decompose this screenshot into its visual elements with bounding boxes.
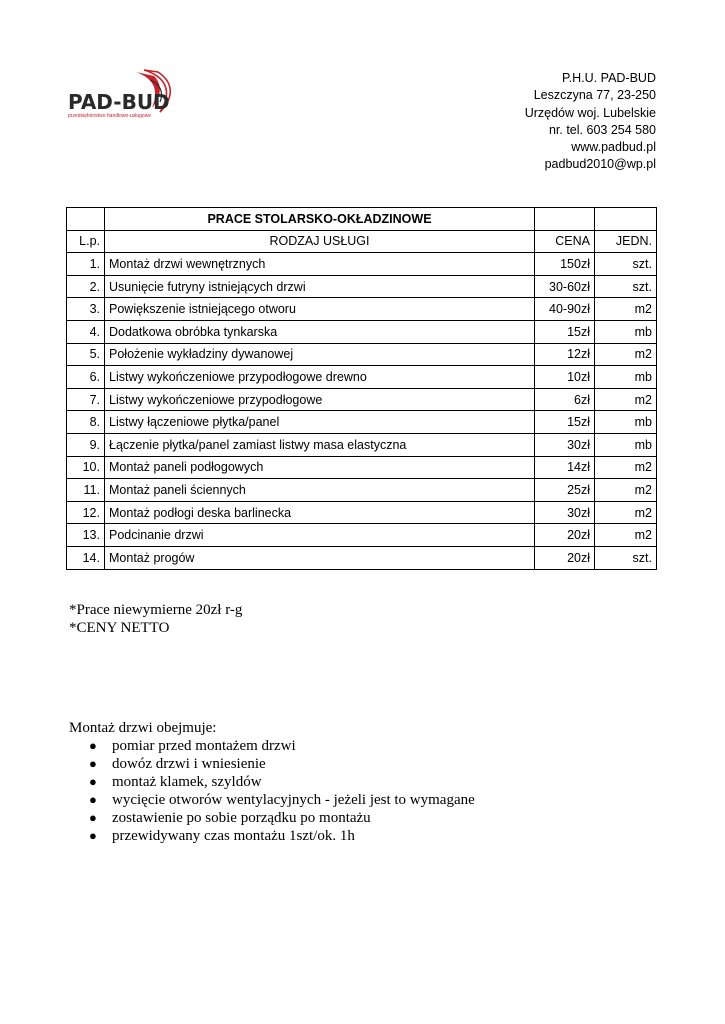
row-service: Usunięcie futryny istniejących drzwi: [105, 275, 535, 298]
row-unit: szt.: [595, 546, 657, 569]
bullet-icon: ●: [89, 828, 97, 843]
row-lp: 14.: [67, 546, 105, 569]
logo-name: PAD-BUD: [68, 90, 170, 114]
company-name: P.H.U. PAD-BUD: [561, 71, 656, 85]
table-row: [67, 433, 657, 456]
door-installation-includes: [69, 719, 475, 845]
list-item: ● pomiar przed montażem drzwi: [89, 738, 296, 754]
row-unit: m2: [595, 501, 657, 524]
bullet-icon: ●: [89, 756, 97, 771]
company-website: www.padbud.pl: [571, 140, 656, 155]
row-service: Podcinanie drzwi: [105, 524, 535, 547]
row-lp: 8.: [67, 411, 105, 434]
table-row: [67, 524, 657, 547]
list-item: ● dowóz drzwi i wniesienie: [89, 756, 266, 772]
table-row: [67, 343, 657, 366]
table-title-row: [67, 208, 657, 231]
list-item: ● przewidywany czas montażu 1szt/ok. 1h: [89, 828, 355, 844]
company-city: Urzędów woj. Lubelskie: [524, 105, 656, 120]
table-row: [67, 320, 657, 343]
row-unit: m2: [595, 343, 657, 366]
row-price: 15zł: [535, 411, 595, 434]
table-row: [67, 501, 657, 524]
table-row: [67, 411, 657, 434]
row-unit: mb: [595, 411, 657, 434]
company-email: padbud2010@wp.pl: [544, 157, 656, 172]
table-row: [67, 298, 657, 321]
bullet-icon: ●: [89, 738, 97, 753]
row-price: 20zł: [535, 524, 595, 547]
row-price: 30zł: [535, 501, 595, 524]
row-unit: m2: [595, 298, 657, 321]
row-lp: 13.: [67, 524, 105, 547]
row-unit: m2: [595, 524, 657, 547]
table-row: [67, 366, 657, 389]
includes-heading: Montaż drzwi obejmuje:: [69, 720, 217, 736]
row-service: Montaż paneli ściennych: [105, 479, 535, 502]
row-lp: 5.: [67, 343, 105, 366]
row-service: Dodatkowa obróbka tynkarska: [105, 320, 535, 343]
company-address: Leszczyna 77, 23-250: [533, 88, 656, 103]
company-logo: [68, 68, 198, 126]
row-price: 20zł: [535, 546, 595, 569]
header-price: CENA: [535, 230, 595, 253]
table-header-row: [67, 230, 657, 253]
row-price: 10zł: [535, 366, 595, 389]
row-price: 25zł: [535, 479, 595, 502]
table-row: [67, 479, 657, 502]
row-price: 12zł: [535, 343, 595, 366]
list-item: ● montaż klamek, szyldów: [89, 774, 262, 790]
row-lp: 3.: [67, 298, 105, 321]
table-row: [67, 546, 657, 569]
bullet-icon: ●: [89, 774, 97, 789]
row-price: 15zł: [535, 320, 595, 343]
row-lp: 2.: [67, 275, 105, 298]
price-table: [66, 207, 657, 570]
row-service: Montaż drzwi wewnętrznych: [105, 253, 535, 276]
header-service: RODZAJ USŁUGI: [105, 230, 535, 253]
row-unit: szt.: [595, 253, 657, 276]
company-phone: nr. tel. 603 254 580: [548, 122, 656, 137]
table-body: [67, 253, 657, 569]
row-lp: 4.: [67, 320, 105, 343]
note-item: *CENY NETTO: [69, 620, 170, 636]
row-service: Listwy wykończeniowe przypodłogowe: [105, 388, 535, 411]
header-unit: JEDN.: [595, 230, 657, 253]
row-unit: mb: [595, 366, 657, 389]
row-service: Listwy łączeniowe płytka/panel: [105, 411, 535, 434]
row-unit: m2: [595, 388, 657, 411]
row-unit: m2: [595, 479, 657, 502]
header-lp: L.p.: [67, 230, 105, 253]
row-unit: m2: [595, 456, 657, 479]
row-service: Położenie wykładziny dywanowej: [105, 343, 535, 366]
row-unit: mb: [595, 433, 657, 456]
table-row: [67, 456, 657, 479]
row-lp: 1.: [67, 253, 105, 276]
bullet-icon: ●: [89, 792, 97, 807]
row-service: Powiększenie istniejącego otworu: [105, 298, 535, 321]
note-item: *Prace niewymierne 20zł r-g: [69, 602, 243, 618]
row-service: Montaż paneli podłogowych: [105, 456, 535, 479]
row-lp: 7.: [67, 388, 105, 411]
row-lp: 11.: [67, 479, 105, 502]
table-row: [67, 275, 657, 298]
row-lp: 9.: [67, 433, 105, 456]
company-info: [525, 70, 656, 174]
table-row: [67, 388, 657, 411]
row-price: 6zł: [535, 388, 595, 411]
row-service: Montaż podłogi deska barlinecka: [105, 501, 535, 524]
row-lp: 12.: [67, 501, 105, 524]
row-price: 40-90zł: [535, 298, 595, 321]
logo-tagline: przedsiębiorstwo handlowo-usługowe: [68, 113, 152, 119]
row-price: 30zł: [535, 433, 595, 456]
row-unit: szt.: [595, 275, 657, 298]
bullet-icon: ●: [89, 810, 97, 825]
table-row: [67, 253, 657, 276]
includes-list: [69, 737, 475, 845]
row-lp: 6.: [67, 366, 105, 389]
row-price: 150zł: [535, 253, 595, 276]
row-service: Łączenie płytka/panel zamiast listwy masa elastyczna: [105, 433, 535, 456]
row-service: Listwy wykończeniowe przypodłogowe drewno: [105, 366, 535, 389]
notes: [69, 601, 242, 637]
list-item: ● wycięcie otworów wentylacyjnych - jeżeli jest to wymagane: [89, 792, 475, 808]
row-service: Montaż progów: [105, 546, 535, 569]
row-price: 14zł: [535, 456, 595, 479]
list-item: ● zostawienie po sobie porządku po montażu: [89, 810, 371, 826]
row-lp: 10.: [67, 456, 105, 479]
table-title: PRACE STOLARSKO-OKŁADZINOWE: [105, 208, 535, 231]
row-price: 30-60zł: [535, 275, 595, 298]
row-unit: mb: [595, 320, 657, 343]
